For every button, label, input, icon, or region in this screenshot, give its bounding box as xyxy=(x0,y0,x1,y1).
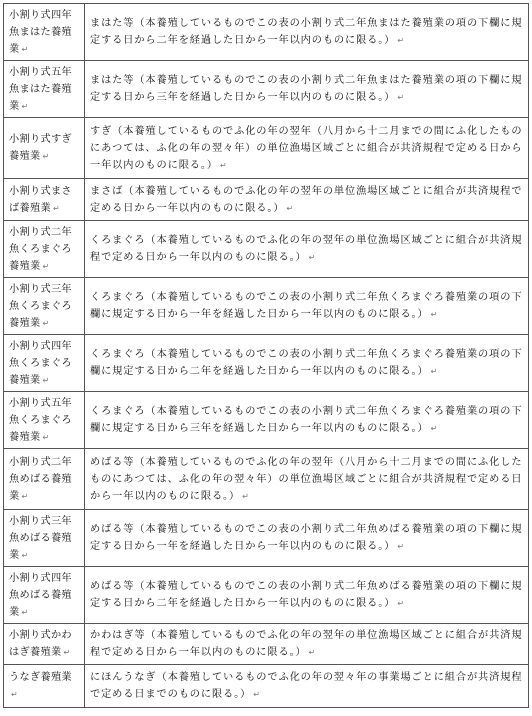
return-mark: ↵ xyxy=(11,690,19,699)
return-mark: ↵ xyxy=(63,648,71,657)
table-row xyxy=(4,567,529,624)
table-row xyxy=(4,449,529,510)
aquaculture-type-cell: 小割り式三年魚くろまぐろ養殖業 ↵ xyxy=(4,278,85,335)
aquaculture-type-cell: 小割り式三年魚めばる養殖業 ↵ xyxy=(4,510,85,567)
table-row xyxy=(4,4,529,61)
table-row xyxy=(4,624,529,665)
table-row xyxy=(4,335,529,392)
return-mark: ↵ xyxy=(42,432,50,442)
return-mark: ↵ xyxy=(42,152,50,161)
return-mark: ↵ xyxy=(286,203,295,213)
return-mark: ↵ xyxy=(21,550,29,560)
aquaculture-type-cell: うなぎ養殖業↵ xyxy=(4,665,85,708)
aquaculture-type-cell: 小割り式まさば養殖業 ↵ xyxy=(4,179,85,221)
return-mark: ↵ xyxy=(219,160,228,170)
table-row xyxy=(4,61,529,118)
return-mark: ↵ xyxy=(42,318,50,328)
target-species-cell: めばる等（本養殖しているものでこの表の小割り式二年魚めばる養殖業の項の下欄に規定する日から一年を経過した日から一年以内のものに限る。） ↵ xyxy=(85,510,529,567)
target-species-cell: くろまぐろ（本養殖しているものでふ化の年の翌年の単位漁場区域ごとに組合が共済規程で定める日から一年以内のものに限る。） ↵ xyxy=(85,221,529,278)
target-species-cell: すぎ（本養殖しているものでふ化の年の翌年（八月から十二月までの間にふ化したものにあつては、ふ化の年の翌々年）の単位漁場区域ごとに組合が共済規程で定める日から一年以内のものに限る。） ↵ xyxy=(85,118,529,179)
target-species-cell: めばる等（本養殖しているものでこの表の小割り式二年魚めばる養殖業の項の下欄に規定する日から二年を経過した日から一年以内のものに限る。） ↵ xyxy=(85,567,529,624)
return-mark: ↵ xyxy=(21,607,29,617)
return-mark: ↵ xyxy=(42,261,50,271)
target-species-cell: くろまぐろ（本養殖しているものでこの表の小割り式二年魚くろまぐろ養殖業の項の下欄に規定する日から二年を経過した日から一年以内のものに限る。） ↵ xyxy=(85,335,529,392)
return-mark: ↵ xyxy=(430,310,439,319)
return-mark: ↵ xyxy=(21,101,29,111)
aquaculture-type-cell: 小割り式四年魚めばる養殖業 ↵ xyxy=(4,567,85,624)
return-mark: ↵ xyxy=(52,203,60,213)
target-species-cell: にほんうなぎ（本養殖しているものでふ化の年の翌々年の事業場ごとに組合が共済規程で定める日までのものに限る。） ↵ xyxy=(85,665,529,708)
return-mark: ↵ xyxy=(42,375,50,385)
target-species-cell: まはた等（本養殖しているものでこの表の小割り式二年魚まはた養殖業の項の下欄に規定する日から二年を経過した日から一年以内のものに限る。） ↵ xyxy=(85,4,529,61)
aquaculture-type-cell: 小割り式五年魚まはた養殖業 ↵ xyxy=(4,61,85,118)
return-mark: ↵ xyxy=(21,44,29,54)
table-row xyxy=(4,118,529,179)
return-mark: ↵ xyxy=(308,253,317,262)
return-mark: ↵ xyxy=(308,648,317,657)
table-row xyxy=(4,221,529,278)
regulation-table xyxy=(3,3,529,708)
table-row xyxy=(4,510,529,567)
aquaculture-type-cell: 小割り式二年魚くろまぐろ養殖業 ↵ xyxy=(4,221,85,278)
table-row xyxy=(4,278,529,335)
target-species-cell: まはた等（本養殖しているものでこの表の小割り式二年魚まはた養殖業の項の下欄に規定する日から三年を経過した日から一年以内のものに限る。） ↵ xyxy=(85,61,529,118)
return-mark: ↵ xyxy=(242,491,250,501)
table-row xyxy=(4,179,529,221)
target-species-cell: まさば（本養殖しているものでふ化の年の翌年の単位漁場区域ごとに組合が共済規程で定める日から一年以内のものに限る。） ↵ xyxy=(85,179,529,221)
return-mark: ↵ xyxy=(397,542,405,551)
return-mark: ↵ xyxy=(21,491,29,501)
table-row xyxy=(4,392,529,449)
aquaculture-type-cell: 小割り式四年魚まはた養殖業 ↵ xyxy=(4,4,85,61)
return-mark: ↵ xyxy=(397,36,405,45)
return-mark: ↵ xyxy=(253,690,261,699)
target-species-cell: くろまぐろ（本養殖しているものでこの表の小割り式二年魚くろまぐろ養殖業の項の下欄に規定する日から三年を経過した日から一年以内のものに限る。） ↵ xyxy=(85,392,529,449)
target-species-cell: めばる等（本養殖しているものでふ化の年の翌年（八月から十二月までの間にふ化したものにあつては、ふ化の年の翌々年）の単位漁場区域ごとに組合が共済規程で定める日から一年以内のものに限る。） ↵ xyxy=(85,449,529,510)
return-mark: ↵ xyxy=(430,367,439,376)
aquaculture-type-cell: 小割り式かわはぎ養殖業 ↵ xyxy=(4,624,85,665)
table-row xyxy=(4,665,529,708)
return-mark: ↵ xyxy=(397,93,405,102)
aquaculture-type-cell: 小割り式二年魚めばる養殖業 ↵ xyxy=(4,449,85,510)
return-mark: ↵ xyxy=(430,424,439,433)
return-mark: ↵ xyxy=(397,599,405,608)
target-species-cell: くろまぐろ（本養殖しているものでこの表の小割り式二年魚くろまぐろ養殖業の項の下欄に規定する日から一年を経過した日から一年以内のものに限る。） ↵ xyxy=(85,278,529,335)
target-species-cell: かわはぎ等（本養殖しているものでふ化の年の翌年の単位漁場区域ごとに組合が共済規程で定める日から一年以内のものに限る。） ↵ xyxy=(85,624,529,665)
aquaculture-type-cell: 小割り式すぎ養殖業 ↵ xyxy=(4,118,85,179)
aquaculture-type-cell: 小割り式五年魚くろまぐろ養殖業 ↵ xyxy=(4,392,85,449)
aquaculture-type-cell: 小割り式四年魚くろまぐろ養殖業 ↵ xyxy=(4,335,85,392)
